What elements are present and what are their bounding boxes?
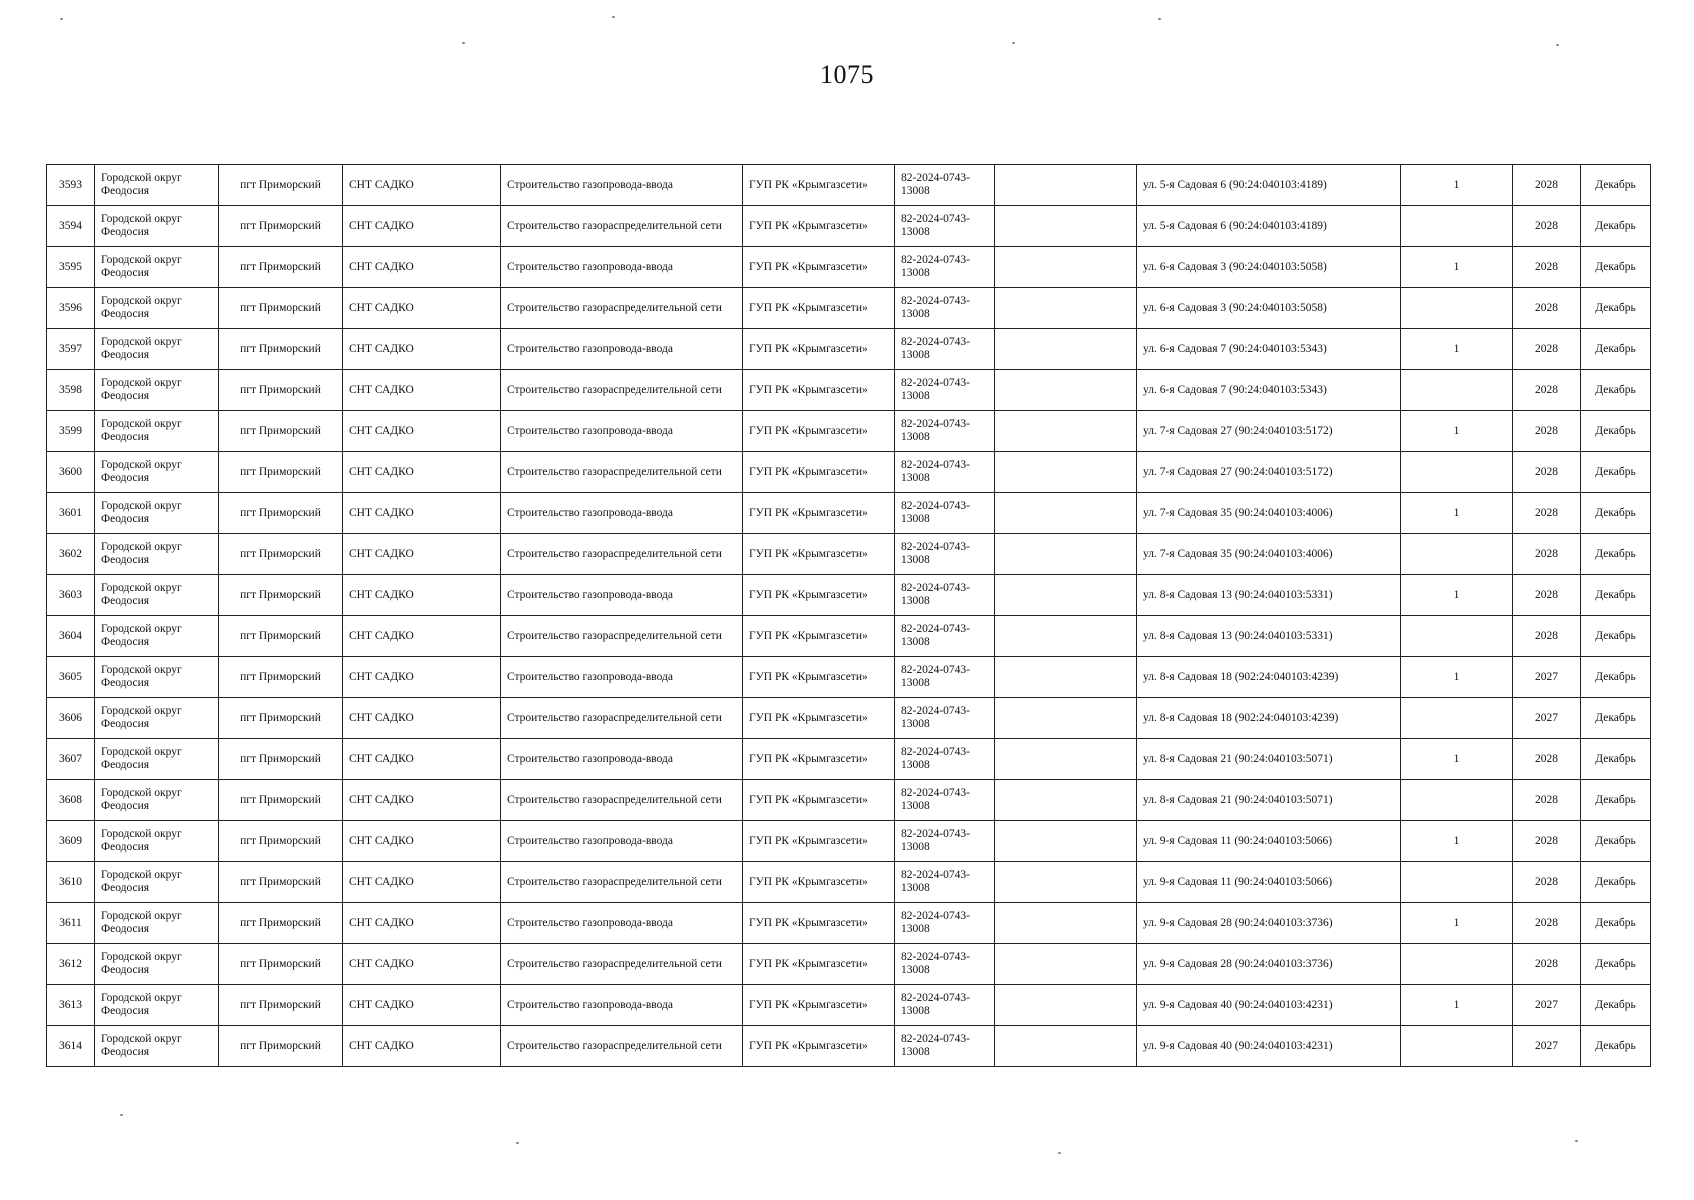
code-cell: 82-2024-0743-13008 bbox=[895, 247, 995, 288]
code-cell: 82-2024-0743-13008 bbox=[895, 616, 995, 657]
table-row bbox=[47, 1026, 1651, 1067]
address-cell: ул. 5-я Садовая 6 (90:24:040103:4189) bbox=[1137, 206, 1401, 247]
table-row bbox=[47, 534, 1651, 575]
extra-cell bbox=[995, 247, 1137, 288]
extra-cell bbox=[995, 452, 1137, 493]
extra-cell bbox=[995, 780, 1137, 821]
row-number: 3601 bbox=[47, 493, 95, 534]
code-cell: 82-2024-0743-13008 bbox=[895, 370, 995, 411]
settlement-cell: пгт Приморский bbox=[219, 698, 343, 739]
table-row bbox=[47, 165, 1651, 206]
count-cell: 1 bbox=[1401, 165, 1513, 206]
scan-speck bbox=[1575, 1140, 1578, 1142]
code-cell: 82-2024-0743-13008 bbox=[895, 534, 995, 575]
code-cell: 82-2024-0743-13008 bbox=[895, 862, 995, 903]
address-cell: ул. 9-я Садовая 28 (90:24:040103:3736) bbox=[1137, 944, 1401, 985]
district-cell: Городской округ Феодосия bbox=[95, 493, 219, 534]
settlement-cell: пгт Приморский bbox=[219, 206, 343, 247]
row-number: 3595 bbox=[47, 247, 95, 288]
year-cell: 2028 bbox=[1513, 780, 1581, 821]
count-cell bbox=[1401, 780, 1513, 821]
row-number: 3599 bbox=[47, 411, 95, 452]
work-type-cell: Строительство газораспределительной сети bbox=[501, 288, 743, 329]
table-row bbox=[47, 821, 1651, 862]
work-type-cell: Строительство газораспределительной сети bbox=[501, 452, 743, 493]
district-cell: Городской округ Феодосия bbox=[95, 288, 219, 329]
row-number: 3604 bbox=[47, 616, 95, 657]
district-cell: Городской округ Феодосия bbox=[95, 370, 219, 411]
table-row bbox=[47, 247, 1651, 288]
district-cell: Городской округ Феодосия bbox=[95, 862, 219, 903]
row-number: 3606 bbox=[47, 698, 95, 739]
extra-cell bbox=[995, 944, 1137, 985]
operator-cell: ГУП РК «Крымгазсети» bbox=[743, 165, 895, 206]
work-type-cell: Строительство газопровода-ввода bbox=[501, 821, 743, 862]
code-cell: 82-2024-0743-13008 bbox=[895, 206, 995, 247]
count-cell: 1 bbox=[1401, 739, 1513, 780]
address-cell: ул. 6-я Садовая 7 (90:24:040103:5343) bbox=[1137, 329, 1401, 370]
month-cell: Декабрь bbox=[1581, 739, 1651, 780]
address-cell: ул. 6-я Садовая 3 (90:24:040103:5058) bbox=[1137, 247, 1401, 288]
extra-cell bbox=[995, 370, 1137, 411]
organization-cell: СНТ САДКО bbox=[343, 862, 501, 903]
settlement-cell: пгт Приморский bbox=[219, 944, 343, 985]
row-number: 3608 bbox=[47, 780, 95, 821]
settlement-cell: пгт Приморский bbox=[219, 657, 343, 698]
year-cell: 2028 bbox=[1513, 862, 1581, 903]
operator-cell: ГУП РК «Крымгазсети» bbox=[743, 493, 895, 534]
settlement-cell: пгт Приморский bbox=[219, 985, 343, 1026]
organization-cell: СНТ САДКО bbox=[343, 698, 501, 739]
scan-speck bbox=[1058, 1152, 1061, 1154]
operator-cell: ГУП РК «Крымгазсети» bbox=[743, 411, 895, 452]
code-cell: 82-2024-0743-13008 bbox=[895, 821, 995, 862]
count-cell: 1 bbox=[1401, 821, 1513, 862]
code-cell: 82-2024-0743-13008 bbox=[895, 288, 995, 329]
count-cell: 1 bbox=[1401, 985, 1513, 1026]
operator-cell: ГУП РК «Крымгазсети» bbox=[743, 903, 895, 944]
address-cell: ул. 7-я Садовая 27 (90:24:040103:5172) bbox=[1137, 452, 1401, 493]
district-cell: Городской округ Феодосия bbox=[95, 452, 219, 493]
extra-cell bbox=[995, 657, 1137, 698]
extra-cell bbox=[995, 821, 1137, 862]
count-cell: 1 bbox=[1401, 575, 1513, 616]
work-type-cell: Строительство газопровода-ввода bbox=[501, 247, 743, 288]
extra-cell bbox=[995, 616, 1137, 657]
work-type-cell: Строительство газораспределительной сети bbox=[501, 944, 743, 985]
work-type-cell: Строительство газораспределительной сети bbox=[501, 534, 743, 575]
district-cell: Городской округ Феодосия bbox=[95, 165, 219, 206]
row-number: 3612 bbox=[47, 944, 95, 985]
row-number: 3596 bbox=[47, 288, 95, 329]
code-cell: 82-2024-0743-13008 bbox=[895, 452, 995, 493]
code-cell: 82-2024-0743-13008 bbox=[895, 903, 995, 944]
extra-cell bbox=[995, 698, 1137, 739]
organization-cell: СНТ САДКО bbox=[343, 452, 501, 493]
table-row bbox=[47, 903, 1651, 944]
address-cell: ул. 8-я Садовая 13 (90:24:040103:5331) bbox=[1137, 616, 1401, 657]
scan-speck bbox=[1012, 42, 1015, 44]
district-cell: Городской округ Феодосия bbox=[95, 944, 219, 985]
row-number: 3614 bbox=[47, 1026, 95, 1067]
organization-cell: СНТ САДКО bbox=[343, 739, 501, 780]
scan-speck bbox=[462, 42, 465, 44]
organization-cell: СНТ САДКО bbox=[343, 165, 501, 206]
extra-cell bbox=[995, 575, 1137, 616]
month-cell: Декабрь bbox=[1581, 698, 1651, 739]
work-type-cell: Строительство газораспределительной сети bbox=[501, 206, 743, 247]
settlement-cell: пгт Приморский bbox=[219, 575, 343, 616]
settlement-cell: пгт Приморский bbox=[219, 247, 343, 288]
count-cell bbox=[1401, 616, 1513, 657]
settlement-cell: пгт Приморский bbox=[219, 1026, 343, 1067]
work-type-cell: Строительство газораспределительной сети bbox=[501, 616, 743, 657]
organization-cell: СНТ САДКО bbox=[343, 821, 501, 862]
row-number: 3600 bbox=[47, 452, 95, 493]
operator-cell: ГУП РК «Крымгазсети» bbox=[743, 206, 895, 247]
scan-speck bbox=[1158, 18, 1161, 20]
year-cell: 2028 bbox=[1513, 616, 1581, 657]
code-cell: 82-2024-0743-13008 bbox=[895, 985, 995, 1026]
count-cell bbox=[1401, 452, 1513, 493]
organization-cell: СНТ САДКО bbox=[343, 247, 501, 288]
district-cell: Городской округ Феодосия bbox=[95, 780, 219, 821]
year-cell: 2028 bbox=[1513, 247, 1581, 288]
work-type-cell: Строительство газопровода-ввода bbox=[501, 165, 743, 206]
count-cell bbox=[1401, 370, 1513, 411]
operator-cell: ГУП РК «Крымгазсети» bbox=[743, 944, 895, 985]
settlement-cell: пгт Приморский bbox=[219, 370, 343, 411]
operator-cell: ГУП РК «Крымгазсети» bbox=[743, 698, 895, 739]
code-cell: 82-2024-0743-13008 bbox=[895, 780, 995, 821]
district-cell: Городской округ Феодосия bbox=[95, 247, 219, 288]
row-number: 3611 bbox=[47, 903, 95, 944]
year-cell: 2027 bbox=[1513, 985, 1581, 1026]
month-cell: Декабрь bbox=[1581, 370, 1651, 411]
organization-cell: СНТ САДКО bbox=[343, 944, 501, 985]
count-cell: 1 bbox=[1401, 903, 1513, 944]
count-cell bbox=[1401, 862, 1513, 903]
year-cell: 2028 bbox=[1513, 288, 1581, 329]
address-cell: ул. 6-я Садовая 7 (90:24:040103:5343) bbox=[1137, 370, 1401, 411]
work-type-cell: Строительство газопровода-ввода bbox=[501, 493, 743, 534]
year-cell: 2028 bbox=[1513, 411, 1581, 452]
district-cell: Городской округ Феодосия bbox=[95, 534, 219, 575]
table-row bbox=[47, 493, 1651, 534]
organization-cell: СНТ САДКО bbox=[343, 329, 501, 370]
organization-cell: СНТ САДКО bbox=[343, 985, 501, 1026]
table-row bbox=[47, 452, 1651, 493]
table-row bbox=[47, 862, 1651, 903]
month-cell: Декабрь bbox=[1581, 329, 1651, 370]
table-row bbox=[47, 944, 1651, 985]
settlement-cell: пгт Приморский bbox=[219, 165, 343, 206]
row-number: 3597 bbox=[47, 329, 95, 370]
operator-cell: ГУП РК «Крымгазсети» bbox=[743, 657, 895, 698]
address-cell: ул. 9-я Садовая 40 (90:24:040103:4231) bbox=[1137, 1026, 1401, 1067]
code-cell: 82-2024-0743-13008 bbox=[895, 329, 995, 370]
address-cell: ул. 9-я Садовая 11 (90:24:040103:5066) bbox=[1137, 821, 1401, 862]
scan-speck bbox=[612, 16, 615, 18]
table-row bbox=[47, 698, 1651, 739]
table-row bbox=[47, 370, 1651, 411]
settlement-cell: пгт Приморский bbox=[219, 534, 343, 575]
organization-cell: СНТ САДКО bbox=[343, 616, 501, 657]
code-cell: 82-2024-0743-13008 bbox=[895, 657, 995, 698]
district-cell: Городской округ Феодосия bbox=[95, 411, 219, 452]
count-cell: 1 bbox=[1401, 329, 1513, 370]
row-number: 3603 bbox=[47, 575, 95, 616]
organization-cell: СНТ САДКО bbox=[343, 370, 501, 411]
extra-cell bbox=[995, 739, 1137, 780]
address-cell: ул. 9-я Садовая 11 (90:24:040103:5066) bbox=[1137, 862, 1401, 903]
district-cell: Городской округ Феодосия bbox=[95, 657, 219, 698]
year-cell: 2028 bbox=[1513, 452, 1581, 493]
address-cell: ул. 8-я Садовая 21 (90:24:040103:5071) bbox=[1137, 739, 1401, 780]
work-type-cell: Строительство газопровода-ввода bbox=[501, 739, 743, 780]
operator-cell: ГУП РК «Крымгазсети» bbox=[743, 288, 895, 329]
organization-cell: СНТ САДКО bbox=[343, 534, 501, 575]
settlement-cell: пгт Приморский bbox=[219, 821, 343, 862]
table-row bbox=[47, 288, 1651, 329]
settlement-cell: пгт Приморский bbox=[219, 903, 343, 944]
year-cell: 2028 bbox=[1513, 534, 1581, 575]
operator-cell: ГУП РК «Крымгазсети» bbox=[743, 329, 895, 370]
operator-cell: ГУП РК «Крымгазсети» bbox=[743, 370, 895, 411]
count-cell: 1 bbox=[1401, 493, 1513, 534]
gas-works-table bbox=[46, 164, 1651, 1067]
address-cell: ул. 8-я Садовая 13 (90:24:040103:5331) bbox=[1137, 575, 1401, 616]
district-cell: Городской округ Феодосия bbox=[95, 616, 219, 657]
address-cell: ул. 7-я Садовая 27 (90:24:040103:5172) bbox=[1137, 411, 1401, 452]
address-cell: ул. 7-я Садовая 35 (90:24:040103:4006) bbox=[1137, 493, 1401, 534]
month-cell: Декабрь bbox=[1581, 903, 1651, 944]
extra-cell bbox=[995, 985, 1137, 1026]
month-cell: Декабрь bbox=[1581, 944, 1651, 985]
month-cell: Декабрь bbox=[1581, 1026, 1651, 1067]
month-cell: Декабрь bbox=[1581, 821, 1651, 862]
extra-cell bbox=[995, 329, 1137, 370]
district-cell: Городской округ Феодосия bbox=[95, 821, 219, 862]
settlement-cell: пгт Приморский bbox=[219, 452, 343, 493]
table-row bbox=[47, 206, 1651, 247]
settlement-cell: пгт Приморский bbox=[219, 329, 343, 370]
row-number: 3594 bbox=[47, 206, 95, 247]
operator-cell: ГУП РК «Крымгазсети» bbox=[743, 452, 895, 493]
code-cell: 82-2024-0743-13008 bbox=[895, 698, 995, 739]
extra-cell bbox=[995, 493, 1137, 534]
code-cell: 82-2024-0743-13008 bbox=[895, 575, 995, 616]
year-cell: 2028 bbox=[1513, 370, 1581, 411]
year-cell: 2028 bbox=[1513, 329, 1581, 370]
district-cell: Городской округ Феодосия bbox=[95, 698, 219, 739]
code-cell: 82-2024-0743-13008 bbox=[895, 493, 995, 534]
table-row bbox=[47, 657, 1651, 698]
operator-cell: ГУП РК «Крымгазсети» bbox=[743, 534, 895, 575]
table-row bbox=[47, 616, 1651, 657]
table-row bbox=[47, 575, 1651, 616]
address-cell: ул. 9-я Садовая 28 (90:24:040103:3736) bbox=[1137, 903, 1401, 944]
month-cell: Декабрь bbox=[1581, 411, 1651, 452]
row-number: 3613 bbox=[47, 985, 95, 1026]
work-type-cell: Строительство газораспределительной сети bbox=[501, 698, 743, 739]
code-cell: 82-2024-0743-13008 bbox=[895, 165, 995, 206]
organization-cell: СНТ САДКО bbox=[343, 493, 501, 534]
year-cell: 2027 bbox=[1513, 1026, 1581, 1067]
table-body bbox=[47, 165, 1651, 1067]
month-cell: Декабрь bbox=[1581, 493, 1651, 534]
table-row bbox=[47, 739, 1651, 780]
count-cell bbox=[1401, 288, 1513, 329]
extra-cell bbox=[995, 411, 1137, 452]
operator-cell: ГУП РК «Крымгазсети» bbox=[743, 739, 895, 780]
scan-speck bbox=[60, 18, 63, 20]
code-cell: 82-2024-0743-13008 bbox=[895, 944, 995, 985]
operator-cell: ГУП РК «Крымгазсети» bbox=[743, 985, 895, 1026]
work-type-cell: Строительство газопровода-ввода bbox=[501, 657, 743, 698]
district-cell: Городской округ Феодосия bbox=[95, 903, 219, 944]
month-cell: Декабрь bbox=[1581, 780, 1651, 821]
address-cell: ул. 8-я Садовая 18 (902:24:040103:4239) bbox=[1137, 698, 1401, 739]
month-cell: Декабрь bbox=[1581, 862, 1651, 903]
settlement-cell: пгт Приморский bbox=[219, 288, 343, 329]
address-cell: ул. 9-я Садовая 40 (90:24:040103:4231) bbox=[1137, 985, 1401, 1026]
work-type-cell: Строительство газораспределительной сети bbox=[501, 370, 743, 411]
month-cell: Декабрь bbox=[1581, 288, 1651, 329]
extra-cell bbox=[995, 534, 1137, 575]
year-cell: 2027 bbox=[1513, 698, 1581, 739]
settlement-cell: пгт Приморский bbox=[219, 493, 343, 534]
table-row bbox=[47, 329, 1651, 370]
operator-cell: ГУП РК «Крымгазсети» bbox=[743, 616, 895, 657]
extra-cell bbox=[995, 165, 1137, 206]
month-cell: Декабрь bbox=[1581, 165, 1651, 206]
count-cell bbox=[1401, 698, 1513, 739]
year-cell: 2028 bbox=[1513, 821, 1581, 862]
page-number: 1075 bbox=[820, 60, 874, 89]
extra-cell bbox=[995, 1026, 1137, 1067]
organization-cell: СНТ САДКО bbox=[343, 657, 501, 698]
work-type-cell: Строительство газопровода-ввода bbox=[501, 411, 743, 452]
code-cell: 82-2024-0743-13008 bbox=[895, 1026, 995, 1067]
month-cell: Декабрь bbox=[1581, 206, 1651, 247]
year-cell: 2028 bbox=[1513, 206, 1581, 247]
year-cell: 2027 bbox=[1513, 657, 1581, 698]
count-cell: 1 bbox=[1401, 657, 1513, 698]
district-cell: Городской округ Феодосия bbox=[95, 329, 219, 370]
count-cell bbox=[1401, 1026, 1513, 1067]
settlement-cell: пгт Приморский bbox=[219, 616, 343, 657]
scan-speck bbox=[1556, 44, 1559, 46]
address-cell: ул. 7-я Садовая 35 (90:24:040103:4006) bbox=[1137, 534, 1401, 575]
settlement-cell: пгт Приморский bbox=[219, 780, 343, 821]
work-type-cell: Строительство газопровода-ввода bbox=[501, 985, 743, 1026]
extra-cell bbox=[995, 206, 1137, 247]
work-type-cell: Строительство газораспределительной сети bbox=[501, 780, 743, 821]
row-number: 3593 bbox=[47, 165, 95, 206]
work-type-cell: Строительство газопровода-ввода bbox=[501, 903, 743, 944]
operator-cell: ГУП РК «Крымгазсети» bbox=[743, 821, 895, 862]
extra-cell bbox=[995, 903, 1137, 944]
row-number: 3610 bbox=[47, 862, 95, 903]
table-row bbox=[47, 411, 1651, 452]
district-cell: Городской округ Феодосия bbox=[95, 206, 219, 247]
extra-cell bbox=[995, 862, 1137, 903]
row-number: 3605 bbox=[47, 657, 95, 698]
operator-cell: ГУП РК «Крымгазсети» bbox=[743, 247, 895, 288]
month-cell: Декабрь bbox=[1581, 247, 1651, 288]
address-cell: ул. 8-я Садовая 18 (902:24:040103:4239) bbox=[1137, 657, 1401, 698]
organization-cell: СНТ САДКО bbox=[343, 575, 501, 616]
operator-cell: ГУП РК «Крымгазсети» bbox=[743, 1026, 895, 1067]
settlement-cell: пгт Приморский bbox=[219, 862, 343, 903]
operator-cell: ГУП РК «Крымгазсети» bbox=[743, 780, 895, 821]
month-cell: Декабрь bbox=[1581, 534, 1651, 575]
row-number: 3609 bbox=[47, 821, 95, 862]
address-cell: ул. 5-я Садовая 6 (90:24:040103:4189) bbox=[1137, 165, 1401, 206]
operator-cell: ГУП РК «Крымгазсети» bbox=[743, 862, 895, 903]
address-cell: ул. 8-я Садовая 21 (90:24:040103:5071) bbox=[1137, 780, 1401, 821]
district-cell: Городской округ Феодосия bbox=[95, 575, 219, 616]
month-cell: Декабрь bbox=[1581, 575, 1651, 616]
organization-cell: СНТ САДКО bbox=[343, 411, 501, 452]
month-cell: Декабрь bbox=[1581, 452, 1651, 493]
row-number: 3607 bbox=[47, 739, 95, 780]
scan-speck bbox=[516, 1142, 519, 1144]
year-cell: 2028 bbox=[1513, 165, 1581, 206]
count-cell: 1 bbox=[1401, 411, 1513, 452]
month-cell: Декабрь bbox=[1581, 657, 1651, 698]
year-cell: 2028 bbox=[1513, 739, 1581, 780]
year-cell: 2028 bbox=[1513, 944, 1581, 985]
work-type-cell: Строительство газопровода-ввода bbox=[501, 575, 743, 616]
row-number: 3598 bbox=[47, 370, 95, 411]
work-type-cell: Строительство газораспределительной сети bbox=[501, 1026, 743, 1067]
year-cell: 2028 bbox=[1513, 493, 1581, 534]
month-cell: Декабрь bbox=[1581, 985, 1651, 1026]
table-row bbox=[47, 985, 1651, 1026]
extra-cell bbox=[995, 288, 1137, 329]
code-cell: 82-2024-0743-13008 bbox=[895, 739, 995, 780]
count-cell bbox=[1401, 944, 1513, 985]
code-cell: 82-2024-0743-13008 bbox=[895, 411, 995, 452]
work-type-cell: Строительство газопровода-ввода bbox=[501, 329, 743, 370]
district-cell: Городской округ Феодосия bbox=[95, 1026, 219, 1067]
year-cell: 2028 bbox=[1513, 903, 1581, 944]
scan-speck bbox=[120, 1114, 123, 1116]
month-cell: Декабрь bbox=[1581, 616, 1651, 657]
work-type-cell: Строительство газораспределительной сети bbox=[501, 862, 743, 903]
table-row bbox=[47, 780, 1651, 821]
organization-cell: СНТ САДКО bbox=[343, 780, 501, 821]
count-cell bbox=[1401, 534, 1513, 575]
year-cell: 2028 bbox=[1513, 575, 1581, 616]
organization-cell: СНТ САДКО bbox=[343, 903, 501, 944]
district-cell: Городской округ Феодосия bbox=[95, 739, 219, 780]
row-number: 3602 bbox=[47, 534, 95, 575]
count-cell bbox=[1401, 206, 1513, 247]
operator-cell: ГУП РК «Крымгазсети» bbox=[743, 575, 895, 616]
organization-cell: СНТ САДКО bbox=[343, 1026, 501, 1067]
settlement-cell: пгт Приморский bbox=[219, 411, 343, 452]
organization-cell: СНТ САДКО bbox=[343, 288, 501, 329]
district-cell: Городской округ Феодосия bbox=[95, 985, 219, 1026]
organization-cell: СНТ САДКО bbox=[343, 206, 501, 247]
settlement-cell: пгт Приморский bbox=[219, 739, 343, 780]
address-cell: ул. 6-я Садовая 3 (90:24:040103:5058) bbox=[1137, 288, 1401, 329]
count-cell: 1 bbox=[1401, 247, 1513, 288]
